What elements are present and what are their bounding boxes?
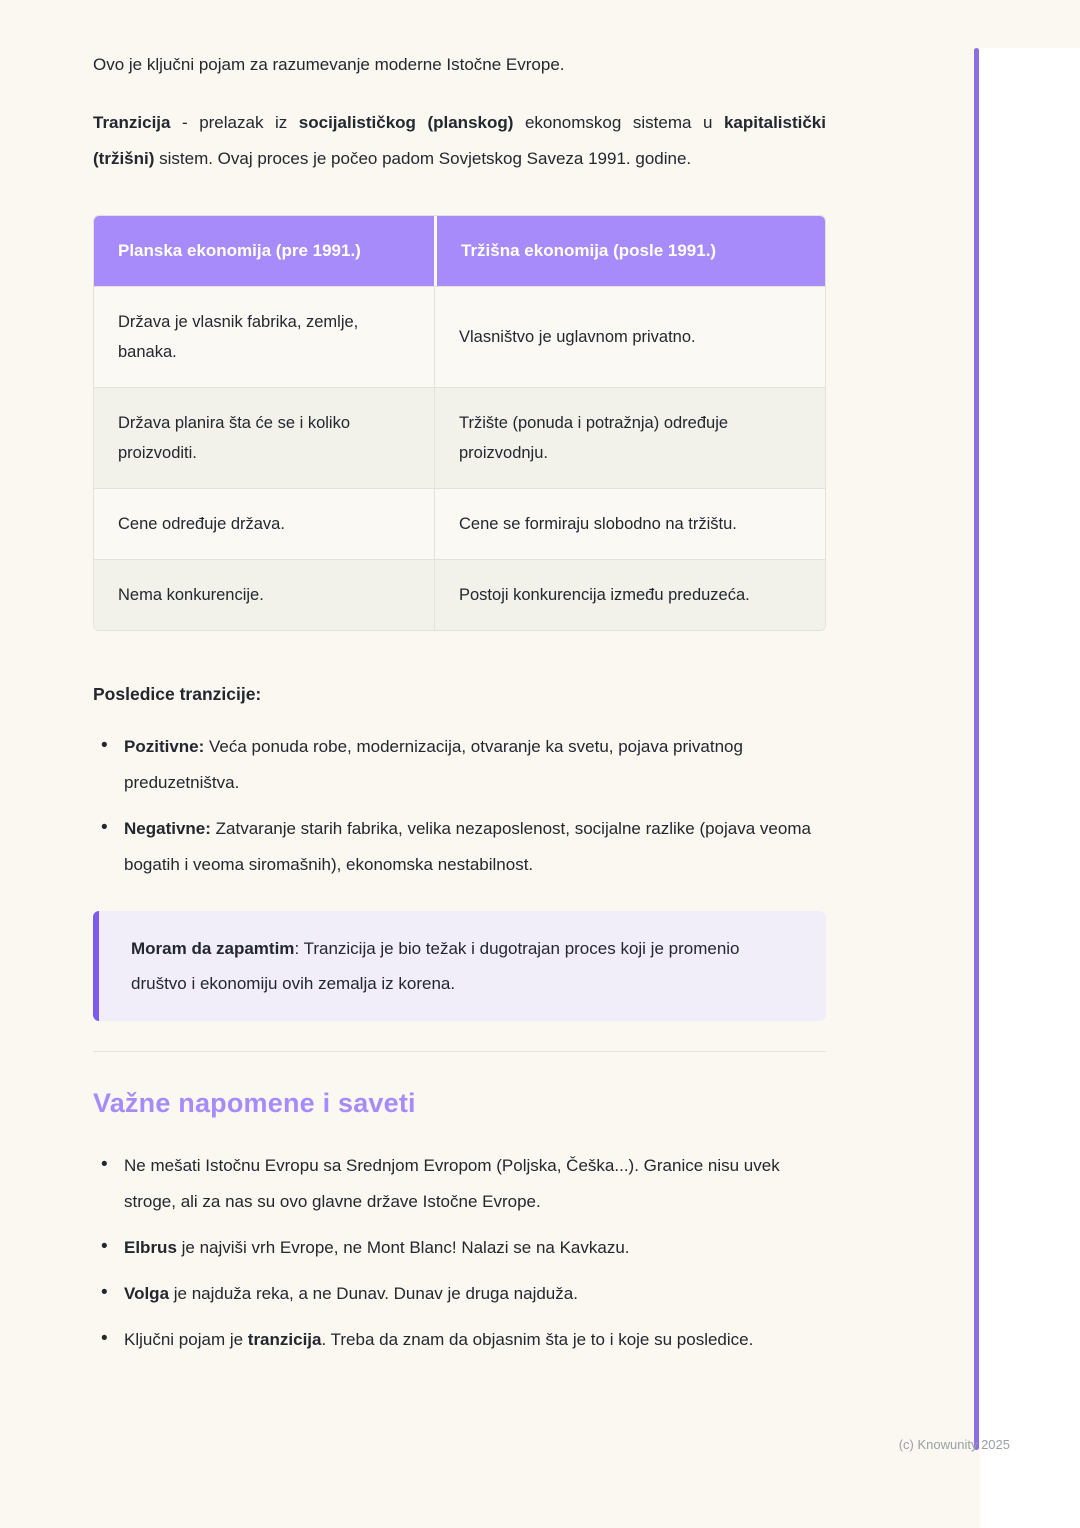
table-cell: Tržište (ponuda i potražnja) određuje proizvodnju. (434, 388, 825, 488)
table-cell: Vlasništvo je uglavnom privatno. (434, 287, 825, 387)
list-item-bold: Volga (124, 1284, 170, 1303)
page-edge-divider (974, 48, 979, 1450)
table-row (94, 488, 825, 559)
list-item-text: je najduža reka, a ne Dunav. Dunav je druga najduža. (169, 1284, 578, 1303)
list-item-label: Pozitivne: (124, 737, 205, 756)
copyright-footer: (c) Knowunity 2025 (898, 1437, 1010, 1452)
consequences-list (93, 729, 826, 883)
table-header-trzisna: Tržišna ekonomija (posle 1991.) (437, 216, 825, 286)
list-item-bold: Elbrus (124, 1238, 177, 1257)
table-row (94, 286, 825, 387)
definition-text-3: sistem. Ovaj proces je počeo padom Sovjetskog Saveza 1991. godine. (154, 149, 692, 168)
list-item (93, 729, 826, 801)
list-item-text: . Treba da znam da objasnim šta je to i koje su posledice. (321, 1330, 754, 1349)
list-item-text: je najviši vrh Evrope, ne Mont Blanc! Nalazi se na Kavkazu. (176, 1238, 630, 1257)
table-cell: Cene određuje država. (118, 515, 285, 533)
consequences-title: Posledice tranzicije: (93, 684, 262, 704)
callout-text (131, 931, 796, 1001)
table-cell: Država je vlasnik fabrika, zemlje, banaka. (118, 313, 359, 361)
table-header-row (94, 216, 825, 286)
next-page-edge (980, 48, 1080, 1528)
list-item-text: Zatvaranje starih fabrika, velika nezaposlenost, socijalne razlike (pojava veoma bogatih i veoma siromašnih), ekonomska nestabilnost. (124, 819, 811, 874)
table-cell: Nema konkurencije. (118, 586, 264, 604)
callout-note (93, 911, 826, 1021)
list-item-text: Ključni pojam je (124, 1330, 248, 1349)
intro-paragraph: Ovo je ključni pojam za razumevanje moderne Istočne Evrope. (93, 55, 565, 74)
list-item-text: Ne mešati Istočnu Evropu sa Srednjom Evropom (Poljska, Češka...). Granice nisu uvek stroge, ali za nas su ovo glavne države Istočne Evrope. (124, 1156, 780, 1211)
list-item (93, 1322, 826, 1358)
list-item (93, 1230, 826, 1266)
document-content (93, 0, 826, 1368)
table-row (94, 387, 825, 488)
notes-heading: Važne napomene i saveti (93, 1088, 416, 1118)
definition-text-2: ekonomskog sistema u (513, 113, 724, 132)
callout-body: : Tranzicija je bio težak i dugotrajan proces koji je promenio društvo i ekonomiju ovih zemalja iz korena. (131, 939, 740, 993)
table-cell: Cene se formiraju slobodno na tržištu. (434, 489, 825, 559)
table-row (94, 559, 825, 630)
comparison-table (93, 215, 826, 631)
section-divider (93, 1051, 826, 1052)
table-header-planska: Planska ekonomija (pre 1991.) (94, 216, 434, 286)
definition-text-1: - prelazak iz (170, 113, 299, 132)
notes-list (93, 1148, 826, 1358)
list-item (93, 1276, 826, 1312)
definition-paragraph (93, 105, 826, 177)
list-item-label: Negativne: (124, 819, 211, 838)
term-kapitalisticki: kapitalistički (tržišni) (93, 113, 826, 168)
table-cell: Postoji konkurencija između preduzeća. (434, 560, 825, 630)
list-item-bold: tranzicija (247, 1330, 322, 1349)
list-item (93, 1148, 826, 1220)
list-item-text: Veća ponuda robe, modernizacija, otvaranje ka svetu, pojava privatnog preduzetništva. (124, 737, 743, 792)
list-item (93, 811, 826, 883)
table-cell: Država planira šta će se i koliko proizvoditi. (118, 414, 351, 462)
term-socijalisticki: socijalističkog (planskog) (298, 113, 514, 132)
callout-label: Moram da zapamtim (131, 939, 295, 958)
term-tranzicija: Tranzicija (93, 113, 171, 132)
